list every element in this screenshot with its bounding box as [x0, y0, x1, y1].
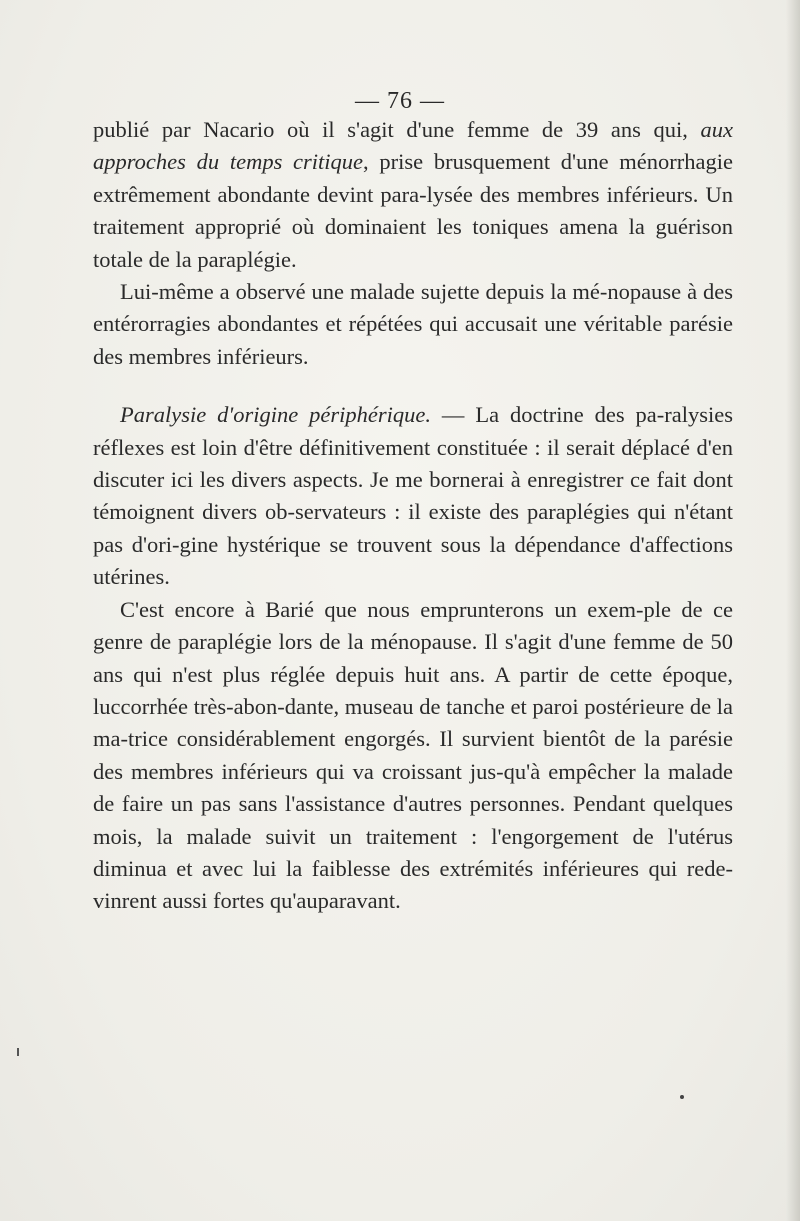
paragraph-1-end: , prise brusquement d'une ménorrhagie extrêmement abondante devint para-lysée des membres inférieurs. Un traitement approprié où dominaient les toniques amena la guérison totale de la paraplégie.: [93, 149, 733, 272]
paragraph-2: Lui-même a observé une malade sujette depuis la mé-nopause à des entérorragies abondantes et répétées qui accusait une véritable parésie des membres inférieurs.: [93, 279, 733, 369]
paragraph-4: C'est encore à Barié que nous emprunterons un exem-ple de ce genre de paraplégie lors de la ménopause. Il s'agit d'une femme de 50 ans qui n'est plus réglée depuis huit ans. A partir de cette époque, luccorrhée très-abon-dante, museau de tanche et paroi postérieure de la ma-trice considérablement engorgés. Il survient bientôt de la parésie des membres inférieurs qui va croissant jus-qu'à empêcher la malade de faire un pas sans l'assistance d'autres personnes. Pendant quelques mois, la malade suivit un traitement : l'engorgement de l'utérus diminua et avec lui la faiblesse des extrémités inférieures qui rede-vinrent aussi fortes qu'auparavant.: [93, 596, 733, 914]
body-text: [93, 114, 733, 918]
margin-mark: [17, 1048, 19, 1056]
paragraph-1-start: publié par Nacario où il s'agit d'une femme de 39 ans qui,: [93, 117, 701, 142]
page-number: — 76 —: [355, 88, 445, 114]
paragraph-3: [93, 399, 733, 593]
paragraph-1: [93, 114, 733, 276]
paragraph-3-text: — La doctrine des pa-ralysies réflexes est loin d'être définitivement constituée : il serait déplacé d'en discuter ici les divers aspects. Je me bornerai à enregistrer ce fait dont témoignent divers ob-servateurs : il existe des paraplégies qui n'étant pas d'ori-gine hystérique se trouvent sous la dépendance d'affections utérines.: [93, 402, 733, 590]
section-heading: Paralysie d'origine périphérique.: [120, 402, 431, 428]
ink-dot: [680, 1095, 684, 1099]
page-edge-shadow: [786, 0, 800, 1221]
paragraph-1-italic-phrase: aux approches du temps critique: [93, 117, 733, 175]
